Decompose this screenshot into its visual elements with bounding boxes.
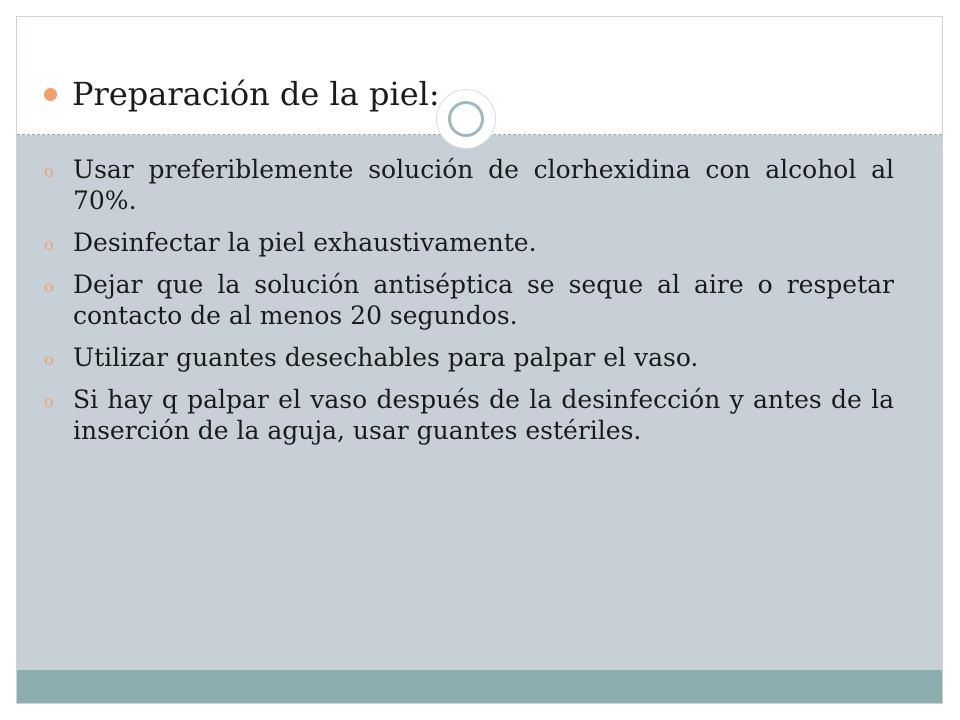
title-row [44, 75, 440, 113]
list-item [44, 342, 894, 373]
list-item [44, 384, 894, 446]
bullet-list [44, 154, 894, 457]
decorative-ring-icon [448, 101, 484, 137]
footer-band [17, 670, 942, 704]
sub-bullet-icon: o [44, 162, 54, 181]
bullet-text: Utilizar guantes desechables para palpar el vaso. [73, 343, 699, 372]
sub-bullet-icon: o [44, 392, 54, 411]
list-item [44, 269, 894, 331]
sub-bullet-icon: o [44, 235, 54, 254]
sub-bullet-icon: o [44, 277, 54, 296]
title-bullet-icon [44, 88, 57, 101]
bullet-text: Desinfectar la piel exhaustivamente. [73, 228, 537, 257]
list-item [44, 154, 894, 216]
bullet-text: Usar preferiblemente solución de clorhexidina con alcohol al 70%. [73, 155, 894, 215]
sub-bullet-icon: o [44, 350, 54, 369]
list-item [44, 227, 894, 258]
slide-title: Preparación de la piel: [72, 75, 440, 113]
bullet-text: Si hay q palpar el vaso después de la desinfección y antes de la inserción de la aguja, usar guantes estériles. [73, 385, 894, 445]
bullet-text: Dejar que la solución antiséptica se seque al aire o respetar contacto de al menos 20 segundos. [73, 270, 894, 330]
